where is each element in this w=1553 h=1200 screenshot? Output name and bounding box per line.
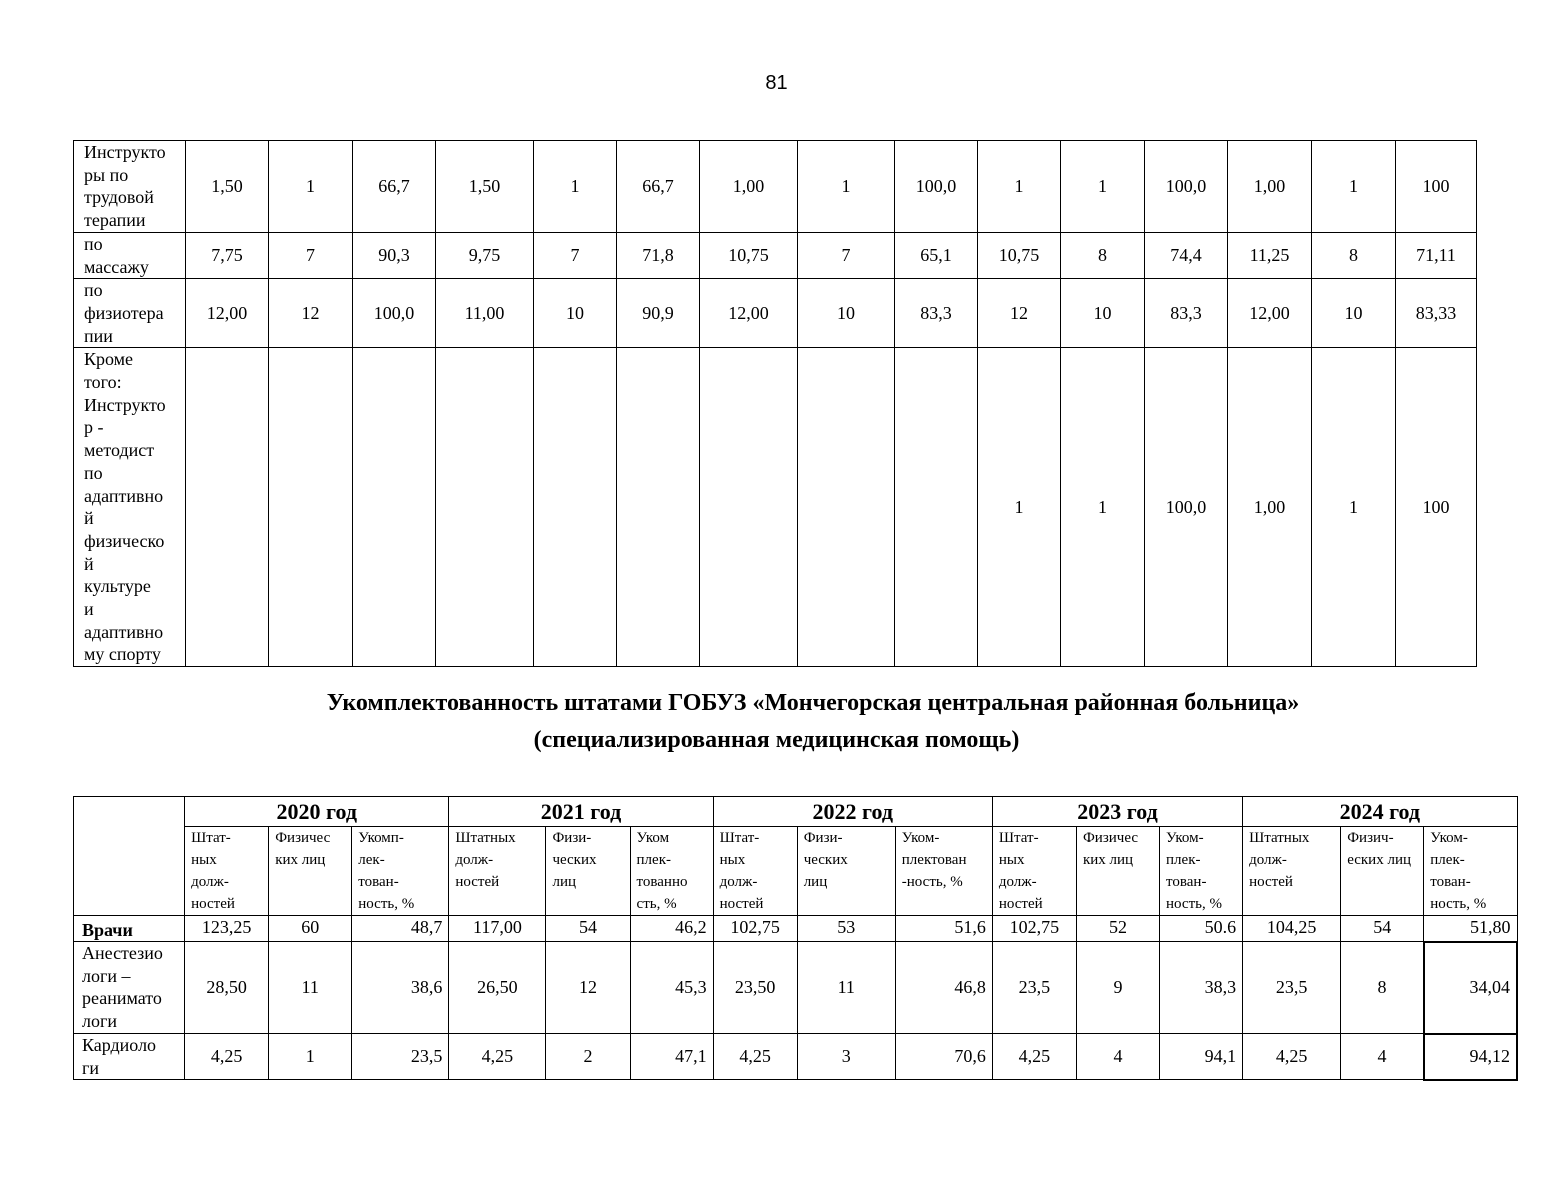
table-cell: 102,75: [992, 916, 1076, 942]
table-cell: 10: [798, 279, 895, 348]
column-subheader: [1160, 827, 1243, 916]
table-cell: 4,25: [992, 1034, 1076, 1080]
staffing-table-specialized: [73, 796, 1518, 1081]
table-cell: 38,3: [1160, 942, 1243, 1034]
table-cell: 1,50: [186, 141, 269, 233]
label-line: долж-: [455, 852, 494, 868]
year-header: 2024 год: [1243, 797, 1517, 827]
column-subheader: [185, 827, 269, 916]
table-cell: 90,3: [353, 232, 436, 278]
table-cell: 1,00: [1228, 141, 1312, 233]
label-line: тованно: [636, 874, 688, 890]
label-line: ность, %: [1166, 896, 1222, 912]
row-label: [74, 232, 186, 278]
column-subheader: [352, 827, 449, 916]
table-cell: 4,25: [449, 1034, 546, 1080]
table-cell: 51,6: [895, 916, 992, 942]
table-cell: 83,3: [1145, 279, 1228, 348]
staffing-table-continued: [73, 140, 1477, 667]
row-label: [74, 279, 186, 348]
table-cell: 7: [269, 232, 353, 278]
label-line: ких лиц: [275, 852, 326, 868]
label-line: Физи-: [803, 830, 843, 846]
table-row: [74, 141, 1477, 233]
table-cell: 23,5: [1243, 942, 1341, 1034]
table-cell: 4: [1341, 1034, 1424, 1080]
label-line: лек-: [358, 852, 385, 868]
table-cell: 54: [546, 916, 630, 942]
table-cell: 4,25: [1243, 1034, 1341, 1080]
label-line: по: [84, 233, 103, 254]
label-line: реанимато: [82, 988, 162, 1008]
table-cell: [798, 348, 895, 667]
table-cell: 100: [1396, 141, 1477, 233]
label-line: трудовой: [84, 187, 154, 208]
table-cell: 11,00: [436, 279, 534, 348]
year-header: 2022 год: [713, 797, 992, 827]
label-line: й: [84, 508, 94, 529]
label-line: адаптивно: [84, 621, 164, 642]
table-cell: 38,6: [352, 942, 449, 1034]
label-line: Штатных: [455, 830, 516, 846]
table-cell: 53: [797, 916, 895, 942]
label-line: логи –: [82, 965, 131, 986]
label-line: Анестезио: [82, 943, 163, 963]
table-row: [74, 916, 1518, 942]
table-cell: 1: [269, 1034, 352, 1080]
table-cell: 12,00: [186, 279, 269, 348]
column-subheader: [1341, 827, 1424, 916]
label-line: физиотера: [84, 302, 164, 323]
table-cell: 10,75: [978, 232, 1061, 278]
table-cell: 8: [1312, 232, 1396, 278]
table-cell: 3: [797, 1034, 895, 1080]
table-cell: 7,75: [186, 232, 269, 278]
label-line: Физи-: [552, 830, 592, 846]
row-label: [74, 916, 185, 942]
table-cell: 12,00: [700, 279, 798, 348]
label-line: Физич-: [1347, 830, 1394, 846]
table-cell: 54: [1341, 916, 1424, 942]
table-cell: 45,3: [630, 942, 713, 1034]
table-cell: [895, 348, 978, 667]
table-cell: 12: [546, 942, 630, 1034]
label-line: тован-: [1430, 874, 1471, 890]
label-line: Уком-: [1430, 830, 1468, 846]
label-line: долж-: [719, 874, 758, 890]
table-cell: 2: [546, 1034, 630, 1080]
table-cell: 74,4: [1145, 232, 1228, 278]
column-subheader: [546, 827, 630, 916]
label-line: плек-: [636, 852, 671, 868]
section-title: Укомплектованность штатами ГОБУЗ «Мончегорская центральная районная больница»: [326, 690, 1300, 716]
label-line: долж-: [1249, 852, 1287, 868]
table-cell: 9: [1076, 942, 1159, 1034]
table-cell: 1: [269, 141, 353, 233]
table-cell: 71,11: [1396, 232, 1477, 278]
label-line: культуре: [84, 576, 151, 597]
label-line: Уком-: [1166, 830, 1204, 846]
table-cell: [436, 348, 534, 667]
table-cell: [700, 348, 798, 667]
table-cell: 11,25: [1228, 232, 1312, 278]
label-line: Уком: [636, 830, 670, 846]
table-cell: [617, 348, 700, 667]
column-subheader: [713, 827, 797, 916]
year-header: 2023 год: [992, 797, 1242, 827]
label-line: Физичес: [275, 830, 331, 846]
label-line: тован-: [358, 874, 399, 890]
label-line: и: [84, 599, 94, 620]
table-cell: 10: [534, 279, 617, 348]
table-cell: 34,04: [1424, 942, 1517, 1034]
label-line: ких лиц: [1082, 852, 1134, 868]
table-cell: [186, 348, 269, 667]
label-line: плектован: [901, 852, 967, 868]
row-label: [74, 1034, 185, 1080]
table-cell: 10: [1061, 279, 1145, 348]
table-cell: 83,33: [1396, 279, 1477, 348]
table-cell: 7: [534, 232, 617, 278]
label-line: -ность, %: [901, 874, 963, 890]
column-subheader: [449, 827, 546, 916]
table-cell: [534, 348, 617, 667]
table-cell: 23,5: [992, 942, 1076, 1034]
table-cell: 10: [1312, 279, 1396, 348]
label-line: му спорту: [84, 644, 161, 665]
table-cell: 66,7: [617, 141, 700, 233]
table-cell: 60: [269, 916, 352, 942]
table-cell: 94,1: [1160, 1034, 1243, 1080]
label-line: ги: [82, 1057, 100, 1078]
label-line: массажу: [84, 256, 149, 277]
table-row: [74, 279, 1477, 348]
table-cell: 71,8: [617, 232, 700, 278]
table-cell: 11: [269, 942, 352, 1034]
column-subheader: [1243, 827, 1341, 916]
table-cell: [269, 348, 353, 667]
table-cell: [353, 348, 436, 667]
table-cell: 26,50: [449, 942, 546, 1034]
corner-cell: [74, 797, 185, 916]
table-cell: 100,0: [353, 279, 436, 348]
table-cell: 100,0: [1145, 141, 1228, 233]
label-line: ностей: [719, 896, 764, 912]
table-row: [74, 348, 1477, 667]
label-line: ностей: [455, 874, 500, 890]
label-line: Инструкто: [84, 394, 166, 415]
table-cell: 1: [1061, 348, 1145, 667]
label-line: Уком-: [901, 830, 940, 846]
label-line: по: [84, 280, 103, 301]
table-cell: 1: [978, 141, 1061, 233]
table-cell: 10,75: [700, 232, 798, 278]
table-cell: 8: [1341, 942, 1424, 1034]
table-cell: 66,7: [353, 141, 436, 233]
table-cell: 102,75: [713, 916, 797, 942]
table-cell: 4: [1076, 1034, 1159, 1080]
label-line: Штатных: [1249, 830, 1310, 846]
label-line: еских лиц: [1347, 852, 1411, 868]
column-subheader: [630, 827, 713, 916]
label-line: ность, %: [1430, 896, 1487, 912]
table-cell: 1: [1061, 141, 1145, 233]
label-line: ных: [998, 852, 1025, 868]
year-header-row: [74, 797, 1518, 827]
row-label: [74, 141, 186, 233]
table-cell: 104,25: [1243, 916, 1341, 942]
table-row: [74, 232, 1477, 278]
table-cell: 100,0: [1145, 348, 1228, 667]
label-line: ностей: [191, 896, 235, 912]
table-cell: 4,25: [185, 1034, 269, 1080]
label-line: ческих: [552, 852, 597, 868]
label-line: сть, %: [636, 896, 677, 912]
table-cell: 46,8: [895, 942, 992, 1034]
label-line: логи: [82, 1010, 117, 1031]
label-line: Кроме: [84, 349, 134, 370]
label-line: того:: [84, 372, 122, 393]
table-cell: 123,25: [185, 916, 269, 942]
table-cell: 51,80: [1424, 916, 1517, 942]
label-line: лиц: [803, 874, 828, 890]
table-row: [74, 1034, 1518, 1080]
table-cell: 117,00: [449, 916, 546, 942]
label-line: Укомп-: [358, 830, 404, 846]
column-subheader: [1424, 827, 1517, 916]
table-cell: 12: [978, 279, 1061, 348]
table-cell: 65,1: [895, 232, 978, 278]
table-cell: 83,3: [895, 279, 978, 348]
label-line: долж-: [998, 874, 1037, 890]
label-line: ры по: [84, 164, 129, 185]
label-line: Штат-: [191, 830, 231, 846]
table-cell: 52: [1076, 916, 1159, 942]
table-cell: 11: [797, 942, 895, 1034]
label-line: й: [84, 553, 94, 574]
table-cell: 70,6: [895, 1034, 992, 1080]
table-cell: 47,1: [630, 1034, 713, 1080]
table-cell: 4,25: [713, 1034, 797, 1080]
label-line: Физичес: [1082, 830, 1139, 846]
year-header: 2020 год: [185, 797, 449, 827]
column-subheader: [992, 827, 1076, 916]
label-line: физическо: [84, 530, 165, 551]
table-cell: 48,7: [352, 916, 449, 942]
table-cell: 12,00: [1228, 279, 1312, 348]
label-line: долж-: [191, 874, 229, 890]
label-line: ность, %: [358, 896, 415, 912]
label-line: Кардиоло: [82, 1035, 157, 1055]
label-line: Штат-: [719, 830, 760, 846]
table-cell: 8: [1061, 232, 1145, 278]
row-label: [74, 942, 185, 1034]
table-cell: 1,50: [436, 141, 534, 233]
table-cell: 1: [978, 348, 1061, 667]
label-line: ностей: [1249, 874, 1293, 890]
year-header: 2021 год: [449, 797, 713, 827]
label-line: плек-: [1166, 852, 1201, 868]
label-line: лиц: [552, 874, 576, 890]
column-subheader: [1076, 827, 1159, 916]
table-cell: 1: [1312, 141, 1396, 233]
label-line: Штат-: [998, 830, 1039, 846]
table-cell: 90,9: [617, 279, 700, 348]
table-cell: 1: [534, 141, 617, 233]
label-line: ных: [191, 852, 217, 868]
table-cell: 1,00: [1228, 348, 1312, 667]
label-line: методист: [84, 440, 155, 461]
label-line: Инструкто: [84, 142, 166, 162]
table-cell: 12: [269, 279, 353, 348]
label-line: терапии: [84, 210, 146, 231]
label-line: тован-: [1166, 874, 1207, 890]
label-line: плек-: [1430, 852, 1465, 868]
column-subheader: [797, 827, 895, 916]
label-line: р -: [84, 417, 104, 438]
table-cell: 100: [1396, 348, 1477, 667]
table-cell: 28,50: [185, 942, 269, 1034]
table-cell: 1: [798, 141, 895, 233]
table-cell: 1,00: [700, 141, 798, 233]
label-line: по: [84, 462, 103, 483]
table-cell: 1: [1312, 348, 1396, 667]
table-cell: 7: [798, 232, 895, 278]
table-cell: 50.6: [1160, 916, 1243, 942]
label-line: пии: [84, 325, 113, 346]
table-cell: 100,0: [895, 141, 978, 233]
column-subheader: [895, 827, 992, 916]
label-line: ческих: [803, 852, 848, 868]
page-number: 81: [765, 72, 788, 94]
table-cell: 23,5: [352, 1034, 449, 1080]
label-line: ностей: [998, 896, 1043, 912]
table-cell: 23,50: [713, 942, 797, 1034]
table-row: [74, 942, 1518, 1034]
label-line: адаптивно: [84, 485, 164, 506]
section-subtitle: (специализированная медицинская помощь): [533, 727, 1020, 753]
row-label: [74, 348, 186, 667]
table-cell: 9,75: [436, 232, 534, 278]
column-subheader: [269, 827, 352, 916]
subheader-row: [74, 827, 1518, 916]
label-line: ных: [719, 852, 746, 868]
table-cell: 94,12: [1424, 1034, 1517, 1080]
label-line: Врачи: [82, 919, 133, 940]
table-cell: 46,2: [630, 916, 713, 942]
